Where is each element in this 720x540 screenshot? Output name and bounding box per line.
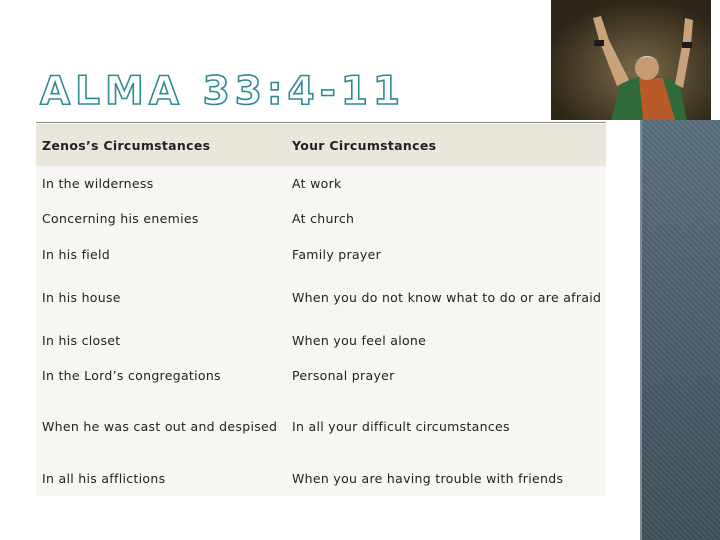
your-cell: Personal prayer <box>286 358 606 393</box>
praying-man-illustration <box>551 0 711 120</box>
your-cell: In all your difficult circumstances <box>286 393 606 460</box>
your-cell: Family prayer <box>286 236 606 272</box>
zenos-cell: Concerning his enemies <box>36 201 286 236</box>
table-row <box>36 236 606 272</box>
table-top-rule <box>36 122 606 123</box>
zenos-cell: In his house <box>36 272 286 322</box>
your-cell: When you are having trouble with friends <box>286 460 606 496</box>
table-row <box>36 460 606 496</box>
zenos-cell: In all his afflictions <box>36 460 286 496</box>
table-row <box>36 201 606 236</box>
table-header-row <box>36 124 606 166</box>
zenos-cell: In his field <box>36 236 286 272</box>
header-your-circumstances: Your Circumstances <box>286 124 606 166</box>
your-cell: When you do not know what to do or are afraid <box>286 272 606 322</box>
your-cell: At church <box>286 201 606 236</box>
zenos-cell: When he was cast out and despised <box>36 393 286 460</box>
zenos-cell: In the Lord’s congregations <box>36 358 286 393</box>
zenos-cell: In the wilderness <box>36 166 286 201</box>
table-row <box>36 166 606 201</box>
slide-title: ALMA 33:4-11 <box>40 69 406 114</box>
table-row <box>36 272 606 322</box>
circumstances-table <box>36 124 606 496</box>
table-row <box>36 322 606 358</box>
zenos-cell: In his closet <box>36 322 286 358</box>
table-row <box>36 358 606 393</box>
decorative-side-bar <box>642 120 720 540</box>
your-cell: When you feel alone <box>286 322 606 358</box>
header-zenos-circumstances: Zenos’s Circumstances <box>36 124 286 166</box>
your-cell: At work <box>286 166 606 201</box>
table-row <box>36 393 606 460</box>
